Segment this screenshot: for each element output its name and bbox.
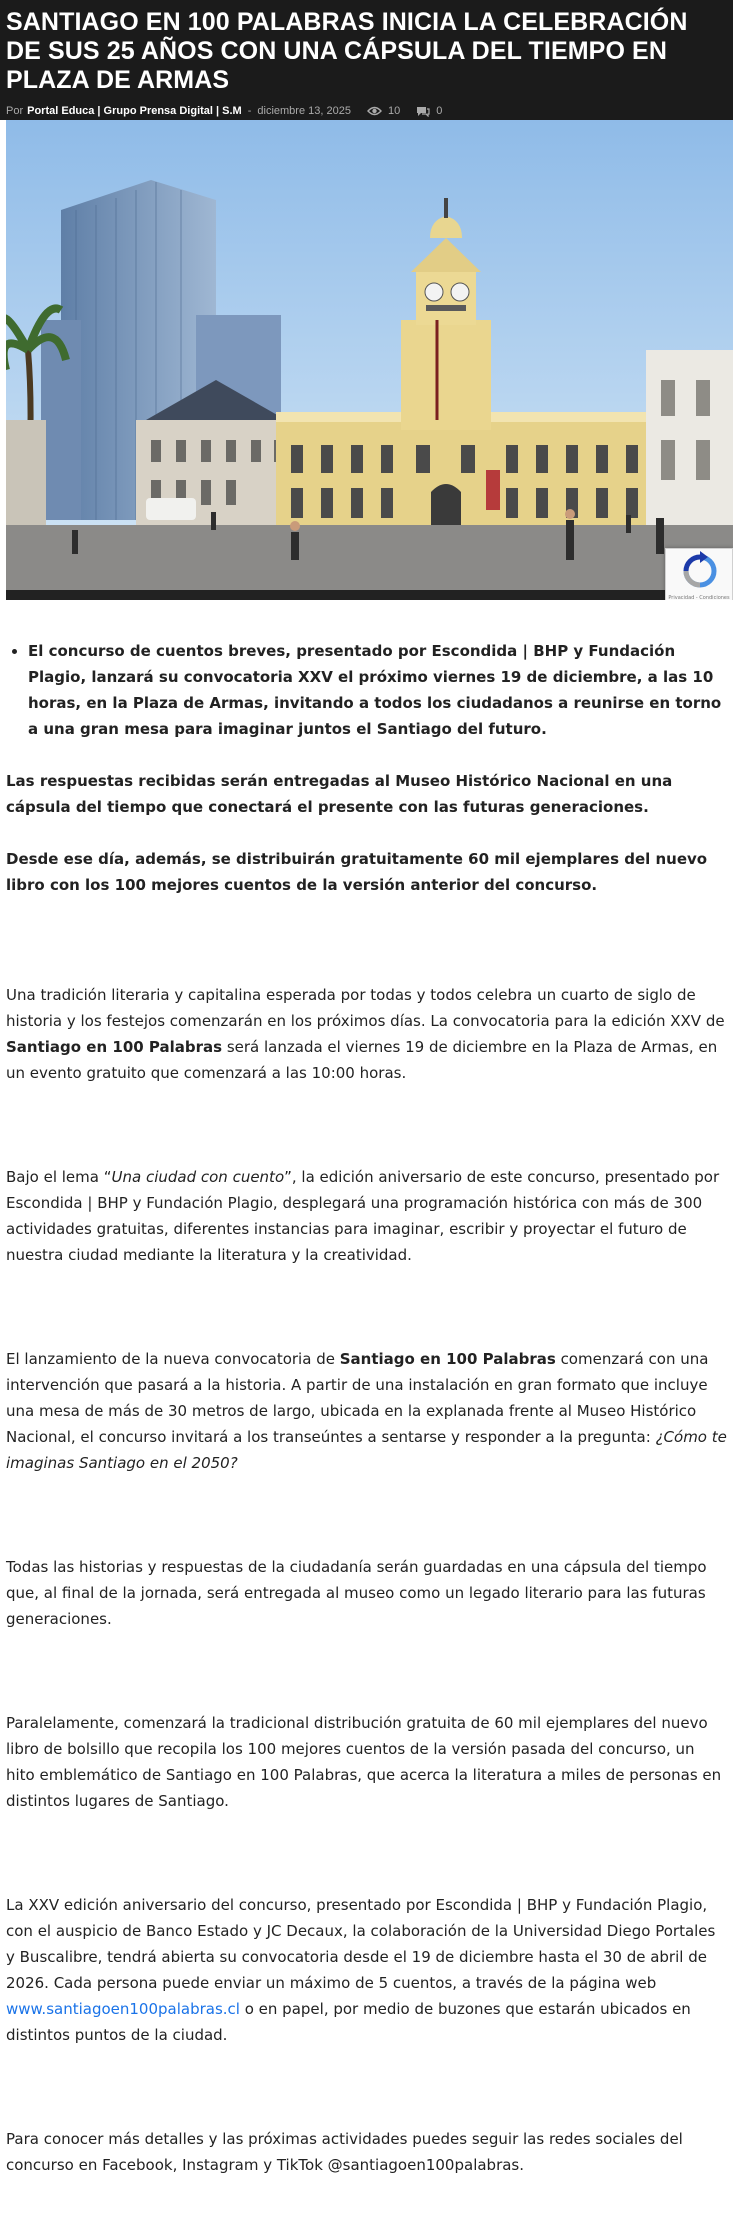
comments-number: 0: [436, 105, 443, 117]
publish-date: diciembre 13, 2025: [257, 105, 351, 117]
text-span: o en papel, por medio de buzones que estarán ubicados en distintos puntos de la ciudad.: [6, 2000, 691, 2044]
body-paragraph: Para conocer más detalles y las próximas actividades puedes seguir las redes sociales del concurso en Facebook, Instagram y TikTok @santiagoen100palabras.: [6, 2130, 683, 2174]
italic-text: Una ciudad con cuento: [111, 1168, 285, 1186]
text-span: será lanzada el viernes 19 de diciembre en la Plaza de Armas, en un evento gratuito que comenzará a las 10:00 horas.: [6, 1038, 718, 1082]
article-header: [0, 0, 733, 120]
comments-count[interactable]: [416, 105, 442, 117]
comment-icon: [416, 106, 430, 117]
plaza-de-armas-photo: [6, 120, 733, 600]
article-title: SANTIAGO EN 100 PALABRAS INICIA LA CELEBRACIÓN DE SUS 25 AÑOS CON UNA CÁPSULA DEL TIEMPO EN PLAZA DE ARMAS: [6, 8, 688, 94]
body-paragraph: Paralelamente, comenzará la tradicional distribución gratuita de 60 mil ejemplares del nuevo libro de bolsillo que recopila los 100 mejores cuentos de la versión pasada del concurso, un hito emblemático de Santiago en 100 Palabras, que acerca la literatura a miles de personas en distintos lugares de Santiago.: [6, 1714, 722, 1810]
text-span: La XXV edición aniversario del concurso, presentado por Escondida | BHP y Fundación Plagio, con el auspicio de Banco Estado y JC Decaux, la colaboración de la Universidad Diego Portales y Buscalibre, tendrá abierta su convocatoria desde el 19 de diciembre hasta el 30 de abril de 2026. Cada persona puede enviar un máximo de 5 cuentos, a través de la página web: [6, 1896, 716, 1992]
body-paragraph: Todas las historias y respuestas de la ciudadanía serán guardadas en una cápsula del tiempo que, al final de la jornada, será entregada al museo como un legado literario para las futuras generaciones.: [6, 1558, 707, 1628]
bold-text: Santiago en 100 Palabras: [339, 1350, 556, 1368]
by-label: Por: [6, 105, 24, 117]
featured-image: [6, 120, 733, 600]
text-span: Una tradición literaria y capitalina esperada por todas y todos celebra un cuarto de siglo de historia y los festejos comenzarán en los próximos días. La convocatoria para la edición XXV de: [6, 986, 725, 1030]
lead-paragraph: Desde ese día, además, se distribuirán gratuitamente 60 mil ejemplares del nuevo libro con los 100 mejores cuentos de la versión anterior del concurso.: [6, 850, 708, 894]
bold-text: Santiago en 100 Palabras: [6, 1038, 223, 1056]
body-paragraph: [6, 1164, 727, 1268]
body-paragraph: [6, 1892, 727, 2048]
text-span: El lanzamiento de la nueva convocatoria de: [6, 1350, 340, 1368]
meta-separator: -: [247, 105, 252, 117]
article-meta: [6, 105, 727, 117]
recaptcha-label: Privacidad - Condiciones: [668, 595, 730, 600]
text-span: Bajo el lema “: [6, 1168, 112, 1186]
highlights-list: [6, 638, 727, 742]
recaptcha-badge[interactable]: [665, 548, 733, 600]
website-link[interactable]: www.santiagoen100palabras.cl: [6, 2000, 240, 2018]
views-count: [367, 105, 400, 117]
lead-paragraph: Las respuestas recibidas serán entregadas al Museo Histórico Nacional en una cápsula del tiempo que conectará el presente con las futuras generaciones.: [6, 772, 673, 816]
body-paragraph: [6, 982, 727, 1086]
text-span: ”, la edición aniversario de este concurso, presentado por Escondida | BHP y Fundación Plagio, desplegará una programación histórica con más de 300 actividades gratuitas, diferentes instancias para imaginar, escribir y proyectar el futuro de nuestra ciudad mediante la literatura y la creatividad.: [6, 1168, 720, 1264]
article-content: [0, 638, 733, 2178]
highlight-item: • El concurso de cuentos breves, presentado por Escondida | BHP y Fundación Plagio, lanzará su convocatoria XXV el próximo viernes 19 de diciembre, a las 10 horas, en la Plaza de Armas, invitando a todos los ciudadanos a reunirse en torno a una gran mesa para imaginar juntos el Santiago del futuro.: [28, 638, 727, 742]
views-number: 10: [387, 105, 401, 117]
recaptcha-logo-icon: [666, 549, 733, 593]
body-paragraph: [6, 1346, 727, 1476]
author-link[interactable]: Portal Educa | Grupo Prensa Digital | S.M: [27, 105, 242, 117]
text-span: comenzará con una intervención que pasará a la historia. A partir de una instalación en gran formato que incluye una mesa de más de 30 metros de largo, ubicada en la explanada frente al Museo Histórico Nacional, el concurso invitará a los transeúntes a sentarse y responder a la pregunta:: [6, 1350, 709, 1446]
italic-text: ¿Cómo te imaginas Santiago en el 2050?: [6, 1428, 727, 1472]
eye-icon: [367, 106, 382, 116]
